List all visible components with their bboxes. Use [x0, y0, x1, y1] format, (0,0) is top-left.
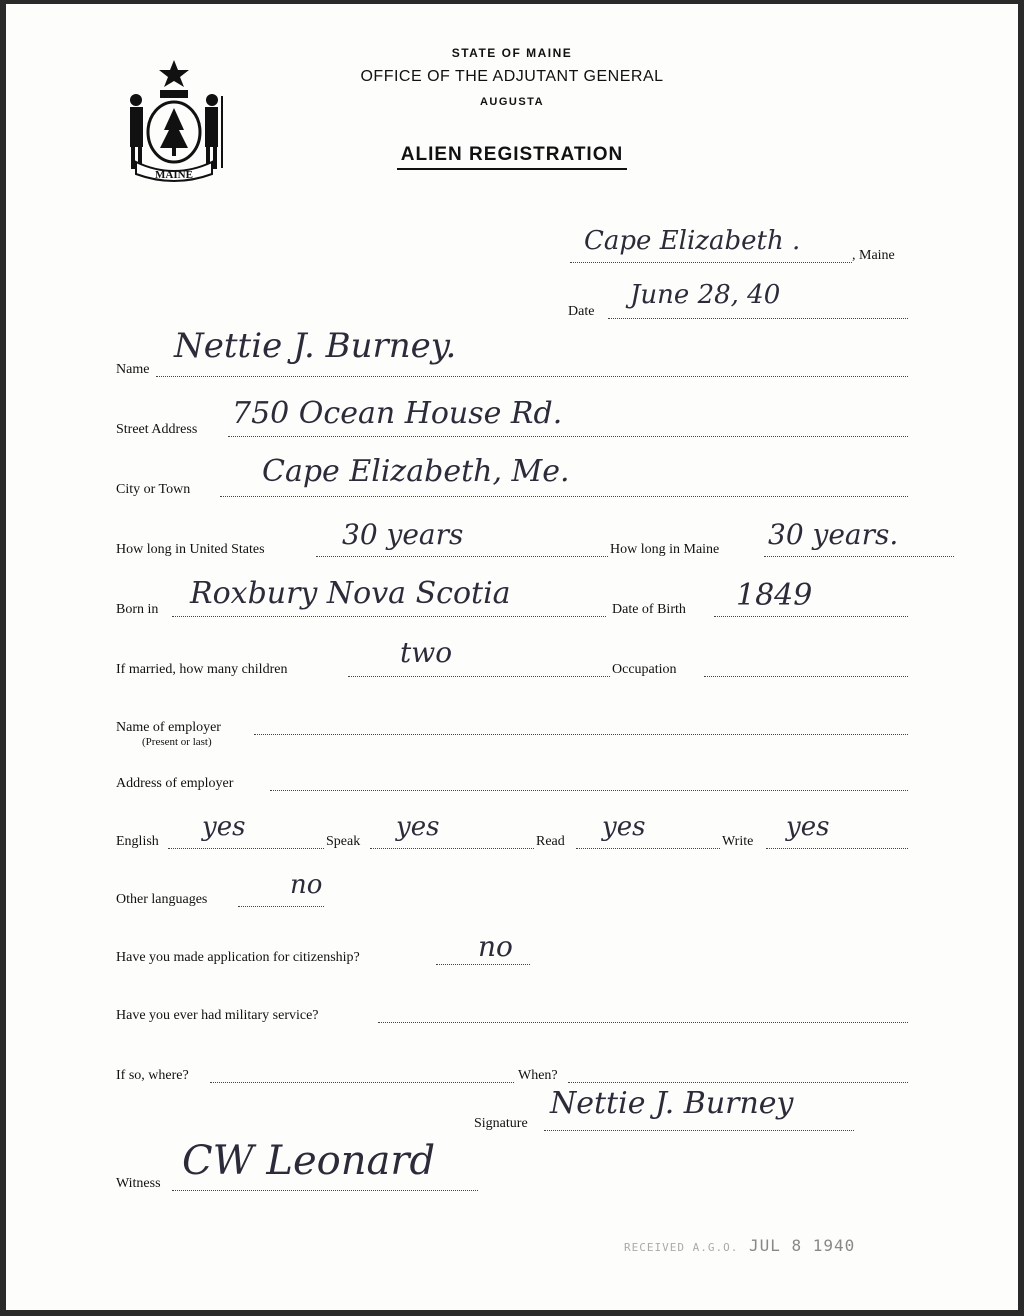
children-line [348, 676, 610, 677]
military-label: Have you ever had military service? [116, 1008, 319, 1023]
signature-line [544, 1130, 854, 1131]
date-label: Date [568, 304, 595, 319]
employer-address-label: Address of employer [116, 776, 234, 791]
other-languages-value: no [290, 870, 323, 900]
header-office: OFFICE OF THE ADJUTANT GENERAL [360, 68, 664, 85]
children-value: two [400, 636, 453, 669]
form-title: ALIEN REGISTRATION [6, 144, 1018, 166]
witness-value: CW Leonard [182, 1138, 436, 1184]
us-long-line [316, 556, 608, 557]
employer-label: Name of employer [116, 720, 221, 735]
seal-ribbon: MAINE [155, 169, 193, 181]
citizenship-value: no [478, 930, 513, 963]
occupation-label: Occupation [612, 662, 677, 677]
city-line [220, 496, 908, 497]
street-value: 750 Ocean House Rd. [232, 396, 563, 431]
date-value: June 28, 40 [630, 280, 781, 310]
write-line [766, 848, 908, 849]
city-label: City or Town [116, 482, 191, 497]
name-value: Nettie J. Burney. [174, 326, 457, 366]
us-long-value: 30 years [342, 518, 464, 551]
maine-long-value: 30 years. [768, 518, 899, 551]
other-languages-label: Other languages [116, 892, 208, 907]
maine-long-label: How long in Maine [610, 542, 720, 557]
header-city: AUGUSTA [479, 96, 545, 108]
where-line [210, 1082, 514, 1083]
dob-value: 1849 [736, 578, 813, 613]
citizenship-line [436, 964, 530, 965]
english-line [168, 848, 324, 849]
place-value: Cape Elizabeth . [584, 226, 801, 256]
city-value: Cape Elizabeth, Me. [262, 454, 570, 489]
maine-long-line [764, 556, 954, 557]
speak-label: Speak [326, 834, 361, 849]
received-stamp [624, 1236, 855, 1255]
signature-value: Nettie J. Burney [550, 1086, 794, 1121]
born-value: Roxbury Nova Scotia [190, 576, 511, 611]
other-languages-line [238, 906, 324, 907]
english-label: English [116, 834, 159, 849]
date-line [608, 318, 908, 319]
street-label: Street Address [116, 422, 198, 437]
stamp-prefix: RECEIVED A.G.O. [624, 1241, 739, 1254]
citizenship-label: Have you made application for citizenship? [116, 950, 360, 965]
dob-line [714, 616, 908, 617]
employer-sublabel: (Present or last) [142, 736, 212, 748]
english-value: yes [202, 812, 246, 842]
stamp-date: JUL 8 1940 [748, 1236, 856, 1255]
employer-address-line [270, 790, 908, 791]
us-long-label: How long in United States [116, 542, 265, 557]
place-label: , Maine [852, 248, 895, 263]
name-line [156, 376, 908, 377]
dob-label: Date of Birth [612, 602, 686, 617]
witness-line [172, 1190, 478, 1191]
read-label: Read [536, 834, 565, 849]
when-line [568, 1082, 908, 1083]
born-line [172, 616, 606, 617]
employer-line [254, 734, 908, 735]
speak-line [370, 848, 534, 849]
place-line [570, 262, 852, 263]
signature-label: Signature [474, 1116, 528, 1131]
military-line [378, 1022, 908, 1023]
born-label: Born in [116, 602, 159, 617]
write-value: yes [786, 812, 830, 842]
witness-label: Witness [116, 1176, 161, 1191]
write-label: Write [722, 834, 754, 849]
children-label: If married, how many children [116, 662, 288, 677]
registration-form [6, 4, 1018, 1310]
when-label: When? [518, 1068, 558, 1083]
occupation-line [704, 676, 908, 677]
where-label: If so, where? [116, 1068, 189, 1083]
read-value: yes [602, 812, 646, 842]
speak-value: yes [396, 812, 440, 842]
header-state: STATE OF MAINE [451, 46, 573, 60]
street-line [228, 436, 908, 437]
name-label: Name [116, 362, 150, 377]
read-line [576, 848, 720, 849]
